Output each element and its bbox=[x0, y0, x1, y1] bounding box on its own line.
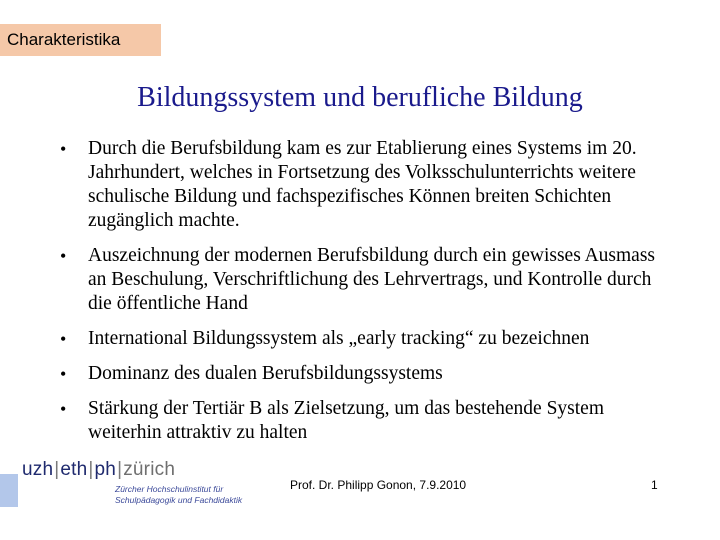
logo-uzh: uzh bbox=[22, 459, 54, 480]
bullet-text: International Bildungssystem als „early tracking“ zu bezeichnen bbox=[88, 328, 590, 349]
bullet-marker: • bbox=[60, 399, 67, 419]
bullet-item bbox=[60, 362, 660, 386]
page-number: 1 bbox=[651, 478, 658, 492]
logo-subtitle-line: Schulpädagogik und Fachdidaktik bbox=[115, 495, 243, 505]
bullet-marker: • bbox=[60, 329, 67, 349]
bullet-item bbox=[60, 137, 660, 233]
logo-accent-bar bbox=[0, 474, 18, 507]
bullet-text: Durch die Berufsbildung kam es zur Etablierung eines Systems im 20. Jahrhundert, welches in Fortsetzung des Volksschulunterrichts weitere schulische Bildung und fachspezifisches Können breiten Schichten zugänglich machte. bbox=[88, 138, 637, 231]
logo-separator: | bbox=[54, 459, 60, 480]
logo-zurich: zürich bbox=[123, 459, 176, 480]
slide-title: Bildungssystem und berufliche Bildung bbox=[137, 82, 583, 113]
bullet-text: Stärkung der Tertiär B als Zielsetzung, um das bestehende System weiterhin attraktiv zu halten bbox=[88, 398, 604, 443]
section-tag: Charakteristika bbox=[0, 24, 161, 56]
logo-subtitle bbox=[115, 484, 252, 506]
logo-ph: ph bbox=[94, 459, 117, 480]
bullet-list bbox=[60, 137, 660, 456]
bullet-text: Dominanz des dualen Berufsbildungssystems bbox=[88, 363, 443, 384]
institution-logo bbox=[22, 456, 252, 512]
bullet-item bbox=[60, 397, 660, 445]
logo-separator: | bbox=[88, 459, 94, 480]
logo-subtitle-line: Zürcher Hochschulinstitut für bbox=[115, 484, 224, 494]
bullet-marker: • bbox=[60, 246, 67, 266]
logo-separator: | bbox=[117, 459, 123, 480]
bullet-item bbox=[60, 327, 660, 351]
bullet-text: Auszeichnung der modernen Berufsbildung durch ein gewisses Ausmass an Beschulung, Verschriftlichung des Lehrvertrags, und Kontrolle durch die öffentliche Hand bbox=[88, 245, 656, 314]
bullet-marker: • bbox=[60, 364, 67, 384]
logo-eth: eth bbox=[60, 459, 88, 480]
logo-wordmark bbox=[22, 456, 252, 484]
bullet-item bbox=[60, 244, 660, 316]
bullet-marker: • bbox=[60, 139, 67, 159]
footer-author-date: Prof. Dr. Philipp Gonon, 7.9.2010 bbox=[290, 478, 467, 492]
